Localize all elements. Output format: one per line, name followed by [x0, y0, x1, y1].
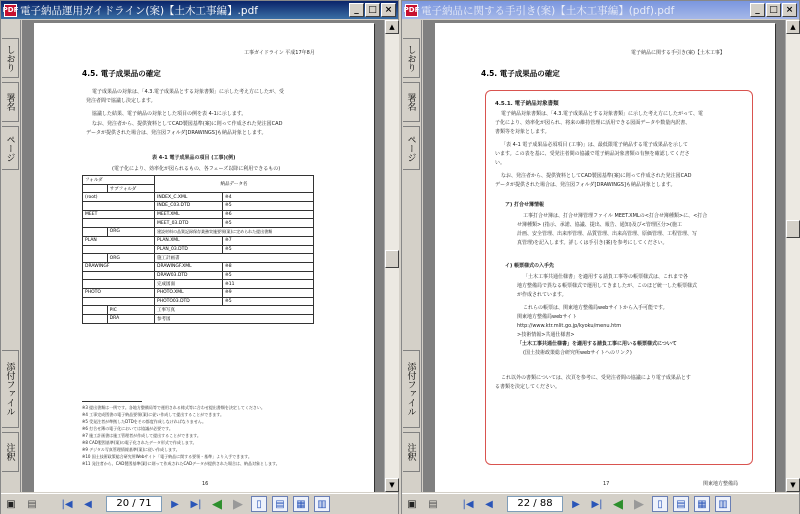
body-line: 「表 4-1 電子成果品必須項目 (工事)」は、最低限電子納品する電子成果品を示して — [501, 142, 688, 148]
item-a-title: ア) 打合せ簿情報 — [505, 202, 545, 208]
scroll-down-arrow[interactable]: ▼ — [385, 478, 399, 492]
body-line: 関東地方整備局webサイト — [517, 314, 577, 320]
table-header-folder: フォルダ — [83, 176, 155, 185]
url-line: http://www.ktr.mlit.go.jp/kyoku/menu.htm — [517, 323, 622, 329]
continuous-facing-icon[interactable]: ▥ — [715, 496, 731, 512]
table-caption: 表 4-1 電子成果品の項目 (工事)(例) — [152, 155, 236, 161]
table-row: MEET MEET.XML ※6 — [83, 210, 314, 219]
footnote: ※10 国土技術政策総合研究所Webサイト「電子納品に関する要領・基準」より入手できます。 — [82, 454, 252, 459]
left-status-bar — [1, 493, 398, 514]
next-page-icon[interactable]: ▶ — [171, 498, 179, 510]
body-line: せ簿種類> (指示、承諾、協議、提出、報告、通知)及び<管理区分>(施工 — [517, 222, 683, 228]
table-row: MEET_03.DTD ※5 — [83, 219, 314, 228]
maximize-button[interactable]: □ — [365, 3, 380, 17]
page-footer: 17 — [603, 481, 610, 487]
left-document-viewport[interactable] — [22, 20, 384, 492]
continuous-icon[interactable]: ▤ — [673, 496, 689, 512]
scroll-thumb[interactable] — [385, 250, 399, 268]
hand-tool-icon[interactable]: ▤ — [428, 498, 438, 510]
table-row: INDE_C03.DTD ※5 — [83, 202, 314, 211]
previous-view-icon[interactable]: ◀ — [212, 496, 222, 512]
table-row: DRAWINGF DRAWINGF.XML ※8 — [83, 262, 314, 271]
left-window-title: 電子納品運用ガイドライン(案)【土木工事編】.pdf — [20, 4, 258, 17]
section-heading: 4.5. 電子成果品の確定 — [82, 69, 161, 78]
footnote: ※5 受発注者が準拠したDTDをその都度作成しなければなりません。 — [82, 419, 207, 424]
previous-page-icon[interactable]: ◀ — [84, 498, 92, 510]
table-note: (電子化により、効率化が図られるもの、各フェーズ以降に利用できるもの) — [112, 166, 281, 172]
tab-pages[interactable]: ページ — [2, 126, 19, 170]
body-line: これらの帳票は、関東地方整備局webサイトから入手可能です。 — [523, 305, 668, 311]
body-line: データが提供された場合は、発注図フォルダ[DRAWINGS]も納品対象とします。 — [86, 130, 267, 136]
left-titlebar[interactable] — [1, 1, 398, 19]
body-line: なお、発注者から、提供資料としてCAD製図基準(案)に則って作成された発注図CAD — [92, 121, 283, 127]
next-page-icon[interactable]: ▶ — [572, 498, 580, 510]
footnote: ※4 工事完成図書の電子納品要領(案)に従い作成して提出することができます。 — [82, 412, 224, 417]
tab-bookmarks[interactable]: しおり — [403, 38, 420, 78]
body-line: 子化により、効率化が図られ、将来の維持管理に活用できる図面データや数量内訳書、 — [495, 120, 691, 126]
body-line: 電子成果品の対象は、「4.3.電子成果品とする対象書類」に示した考え方にしたが、受 — [92, 89, 285, 95]
table-row: PLAN PLAN.XML ※7 — [83, 236, 314, 245]
tab-attachments[interactable]: 添付ファイル — [403, 350, 420, 428]
page-size-icon[interactable]: ▣ — [407, 498, 417, 510]
body-line: データが提供された場合は、発注図フォルダ[DRAWINGS]も納品対象とします。 — [495, 182, 676, 188]
right-window-title: 電子納品に関する手引き(案)【土木工事編】(pdf).pdf — [421, 4, 675, 17]
continuous-facing-icon[interactable]: ▥ — [314, 496, 330, 512]
minimize-button[interactable]: _ — [349, 3, 364, 17]
body-line: なお、発注者から、提供資料としてCAD製図基準(案)に則って作成された発注図CAD — [501, 173, 692, 179]
left-pdf-window — [0, 0, 399, 514]
footnote: ※3 提出書類は一例です。各地方整備局等で運用される様式等に合わせ提出書類を決定してください。 — [82, 405, 265, 410]
table-header-row — [83, 176, 314, 185]
page-header: 電子納品に関する手引き(案)【土木工事】 — [631, 50, 725, 56]
table-row: ORG 施工計画書 — [83, 254, 314, 263]
table-row: (root) INDEX_C.XML ※4 — [83, 193, 314, 202]
table-row: DRAW03.DTD ※5 — [83, 271, 314, 280]
previous-page-icon[interactable]: ◀ — [485, 498, 493, 510]
body-line: が作成されています。 — [517, 292, 567, 298]
item-i-title: イ) 帳票様式の入手先 — [505, 263, 555, 269]
body-line: 計画、安全管理、出来形管理、品質管理、出来高管理、原価管理、工程管理、写 — [517, 231, 698, 237]
footnote: ※9 デジタル写真管理情報基準(案)に従い作成します。 — [82, 447, 180, 452]
table-row: PLAN_03.DTD ※5 — [83, 245, 314, 254]
body-line: 「土木工事共通仕様書」を適用する請負工事に用いる帳票様式について — [517, 341, 677, 347]
facing-icon[interactable]: ▦ — [694, 496, 710, 512]
scroll-up-arrow[interactable]: ▲ — [385, 20, 399, 34]
footnote: ※6 打合せ簿の電子化においては協議が必要です。 — [82, 426, 173, 431]
facing-icon[interactable]: ▦ — [293, 496, 309, 512]
footnote: ※11 発注者から、CAD製図基準(案)に則って作成されたCADデータが提供された場合は、納品対象とします。 — [82, 461, 280, 466]
table-header-subfolder: サブフォルダ — [107, 184, 154, 193]
table-header-file: 納品データ名 — [155, 176, 314, 193]
last-page-icon[interactable]: ▶| — [190, 498, 202, 510]
single-page-icon[interactable]: ▯ — [652, 496, 668, 512]
left-vertical-scrollbar[interactable] — [384, 20, 399, 492]
left-pdf-page — [34, 23, 374, 492]
left-navigation-tabs — [1, 20, 21, 492]
body-line: い。 — [495, 160, 506, 166]
table-row: PHOTO03.DTD ※5 — [83, 297, 314, 306]
table-row: PHOTO PHOTO.XML ※9 — [83, 288, 314, 297]
page-number-input[interactable]: 22 / 88 — [507, 496, 563, 512]
continuous-icon[interactable]: ▤ — [272, 496, 288, 512]
body-line: います。この表を基に、受発注者間の協議で電子納品対象書類の有無を確認してくださ — [495, 151, 690, 157]
right-titlebar[interactable] — [402, 1, 799, 19]
table-row: 完成図面 ※11 — [83, 280, 314, 289]
body-line: 発注者間で協議し決定します。 — [86, 98, 156, 104]
page-header: 工事ガイドライン 平成17年8月 — [244, 50, 315, 56]
close-button[interactable]: × — [782, 3, 797, 17]
scroll-up-arrow[interactable]: ▲ — [786, 20, 800, 34]
body-line: 書類等を対象とします。 — [495, 129, 550, 135]
first-page-icon[interactable]: |◀ — [462, 498, 474, 510]
footnote: ※8 CAD製図基準(案)の電子化されたデータ形式で作成します。 — [82, 440, 197, 445]
right-navigation-tabs — [402, 20, 422, 492]
body-line: 協議した結果、電子納品の対象とした項目の例を表 4-1に示します。 — [92, 111, 247, 117]
right-document-viewport[interactable] — [423, 20, 785, 492]
tab-bookmarks[interactable]: しおり — [2, 38, 19, 78]
single-page-icon[interactable]: ▯ — [251, 496, 267, 512]
tab-signatures[interactable]: 署名 — [2, 82, 19, 122]
right-pdf-window — [401, 0, 800, 514]
page-footer-org: 関東地方整備局 — [703, 481, 739, 487]
page-number-input[interactable]: 20 / 71 — [106, 496, 162, 512]
next-view-icon[interactable]: ▶ — [634, 496, 644, 512]
pdf-icon: PDF — [405, 4, 418, 17]
tab-signatures[interactable]: 署名 — [403, 82, 420, 122]
footnote: ※7 施工計画書は施工管理者が作成して提出することができます。 — [82, 433, 201, 438]
right-vertical-scrollbar[interactable] — [785, 20, 800, 492]
tab-comments[interactable]: 注釈 — [403, 432, 420, 472]
minimize-button[interactable]: _ — [750, 3, 765, 17]
table-row: ORG 建設材料の品質記録保存業務実施要領(案)に定められた提出書類 — [83, 228, 314, 237]
page-size-icon[interactable]: ▣ — [6, 498, 16, 510]
body-line: >技術情報>共通仕様書> — [517, 332, 575, 338]
previous-view-icon[interactable]: ◀ — [613, 496, 623, 512]
tab-pages[interactable]: ページ — [403, 126, 420, 170]
hand-tool-icon[interactable]: ▤ — [27, 498, 37, 510]
close-button[interactable]: × — [381, 3, 396, 17]
body-line: (国土技術政策総合研究所webサイトへのリンク) — [523, 350, 632, 356]
right-status-bar — [402, 493, 799, 514]
pdf-icon: PDF — [4, 4, 17, 17]
body-line: る書類を決定してください。 — [495, 384, 561, 390]
page-footer: 16 — [202, 481, 209, 487]
body-line: 地方整備局で異なる帳票様式で運用してきましたが、このほど統一した帳票様式 — [517, 283, 698, 289]
footnote-divider — [82, 401, 142, 402]
table-row: PIC 工事写真 — [83, 306, 314, 315]
body-line: 「土木工事共通仕様書」を適用する請負工事等の帳票様式は、これまで各 — [523, 274, 689, 280]
table-row: DRA 参考図 — [83, 315, 314, 324]
body-line: 工事打合せ簿は、打合せ簿管理ファイル MEET.XMLの<打合せ簿種類>に、<打合 — [523, 213, 708, 219]
body-line: 電子納品対象書類は、「4.3.電子成果品とする対象書類」に示した考え方にしたがって、電 — [501, 111, 703, 117]
body-line: 真管理)を記入します。詳しくは手引き(案)を参考にしてください。 — [517, 240, 668, 246]
first-page-icon[interactable]: |◀ — [61, 498, 73, 510]
scroll-down-arrow[interactable]: ▼ — [786, 478, 800, 492]
maximize-button[interactable]: □ — [766, 3, 781, 17]
scroll-thumb[interactable] — [786, 220, 800, 238]
body-line: これ以外の書類については、次頁を参考に、受発注者間の協議により電子成果品とす — [501, 375, 691, 381]
section-heading: 4.5. 電子成果品の確定 — [481, 69, 560, 78]
tab-comments[interactable]: 注釈 — [2, 432, 19, 472]
subsection-heading: 4.5.1. 電子納品対象書類 — [495, 101, 559, 107]
last-page-icon[interactable]: ▶| — [591, 498, 603, 510]
items-table — [82, 175, 314, 324]
right-pdf-page — [435, 23, 775, 492]
next-view-icon[interactable]: ▶ — [233, 496, 243, 512]
tab-attachments[interactable]: 添付ファイル — [2, 350, 19, 428]
